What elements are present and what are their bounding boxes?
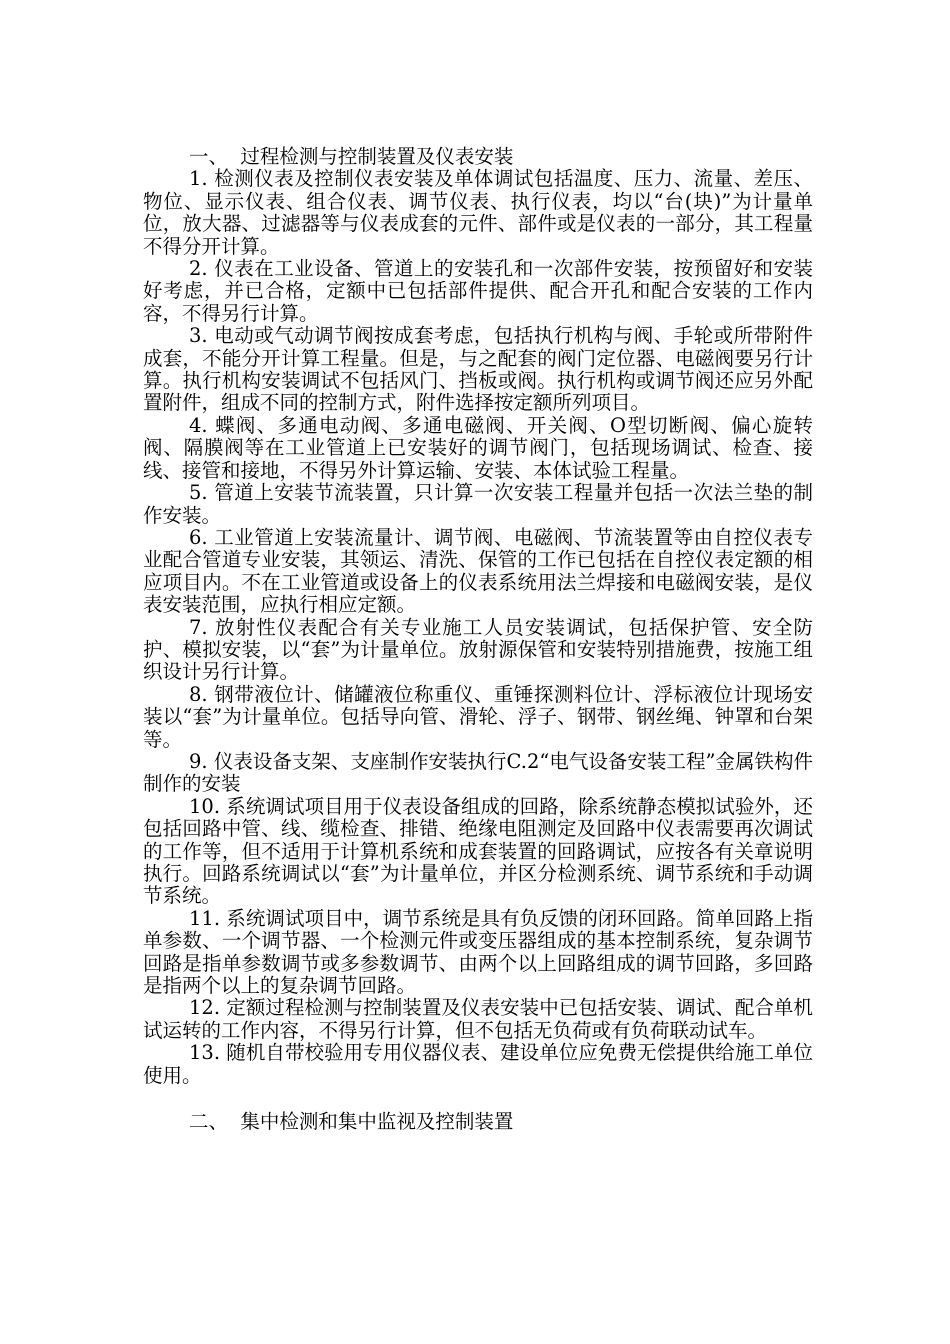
paragraph-9: 9. 仪表设备支架、支座制作安装执行C.2“电气设备安装工程”金属铁构件制作的安装	[143, 749, 813, 796]
paragraph-1: 1. 检测仪表及控制仪表安装及单体调试包括温度、压力、流量、差压、物位、显示仪表、组合仪表、调节仪表、执行仪表，均以“台(块)”为计量单位，放大器、过滤器等与仪表成套的元件、部件或是仪表的一部分，其工程量不得分开计算。	[143, 167, 813, 258]
paragraph-7: 7. 放射性仪表配合有关专业施工人员安装调试，包括保护管、安全防护、模拟安装，以“套”为计量单位。放射源保管和安装特别措施费，按施工组织设计另行计算。	[143, 615, 813, 684]
paragraph-12: 12. 定额过程检测与控制装置及仪表安装中已包括安装、调试、配合单机试运转的工作内容，不得另行计算，但不包括无负荷或有负荷联动试车。	[143, 996, 813, 1042]
paragraph-13: 13. 随机自带校验用专用仪器仪表、建设单位应免费无偿提供给施工单位使用。	[143, 1041, 813, 1087]
section-2-heading: 二、 集中检测和集中监视及控制装置	[189, 1110, 514, 1134]
paragraph-5: 5. 管道上安装节流装置，只计算一次安装工程量并包括一次法兰垫的制作安装。	[143, 481, 813, 527]
section-1-heading: 一、 过程检测与控制装置及仪表安装	[189, 145, 514, 168]
paragraph-11: 11. 系统调试项目中，调节系统是具有负反馈的闭环回路。简单回路上指单参数、一个调节器、一个检测元件或变压器组成的基本控制系统，复杂调节回路是指单参数调节或多参数调节、由两个以上回路组成的调节回路，多回路是指两个以上的复杂调节回路。	[143, 906, 813, 998]
paragraph-8: 8. 钢带液位计、储罐液位称重仪、重锤探测料位计、浮标液位计现场安装以“套”为计量单位。包括导向管、滑轮、浮子、钢带、钢丝绳、钟罩和台架等。	[143, 682, 813, 751]
paragraph-3: 3. 电动或气动调节阀按成套考虑，包括执行机构与阀、手轮或所带附件成套，不能分开计算工程量。但是，与之配套的阀门定位器、电磁阀要另行计算。执行机构安装调试不包括风门、挡板或阀。执行机构或调节阀还应另外配置附件，组成不同的控制方式，附件选择按定额所列项目。	[143, 324, 813, 415]
paragraph-10: 10. 系统调试项目用于仪表设备组成的回路，除系统静态模拟试验外，还包括回路中管、线、缆检查、排错、绝缘电阻测定及回路中仪表需要再次调试的工作等，但不适用于计算机系统和成套装置的回路调试，应按各有关章说明执行。回路系统调试以“套”为计量单位，并区分检测系统、调节系统和手动调节系统。	[143, 794, 813, 908]
paragraph-4: 4. 蝶阀、多通电动阀、多通电磁阀、开关阀、O型切断阀、偏心旋转阀、隔膜阀等在工业管道上已安装好的调节阀门，包括现场调试、检查、接线、接管和接地，不得另外计算运输、安装、本体试验工程量。	[143, 413, 813, 482]
paragraph-2: 2. 仪表在工业设备、管道上的安装孔和一次部件安装，按预留好和安装好考虑，并已合格，定额中已包括部件提供、配合开孔和配合安装的工作内容，不得另行计算。	[143, 257, 813, 325]
paragraph-6: 6. 工业管道上安装流量计、调节阀、电磁阀、节流装置等由自控仪表专业配合管道专业安装，其领运、清洗、保管的工作已包括在自控仪表定额的相应项目内。不在工业管道或设备上的仪表系统用法兰焊接和电磁阀安装，是仪表安装范围，应执行相应定额。	[143, 525, 813, 617]
document-body	[143, 146, 813, 1133]
